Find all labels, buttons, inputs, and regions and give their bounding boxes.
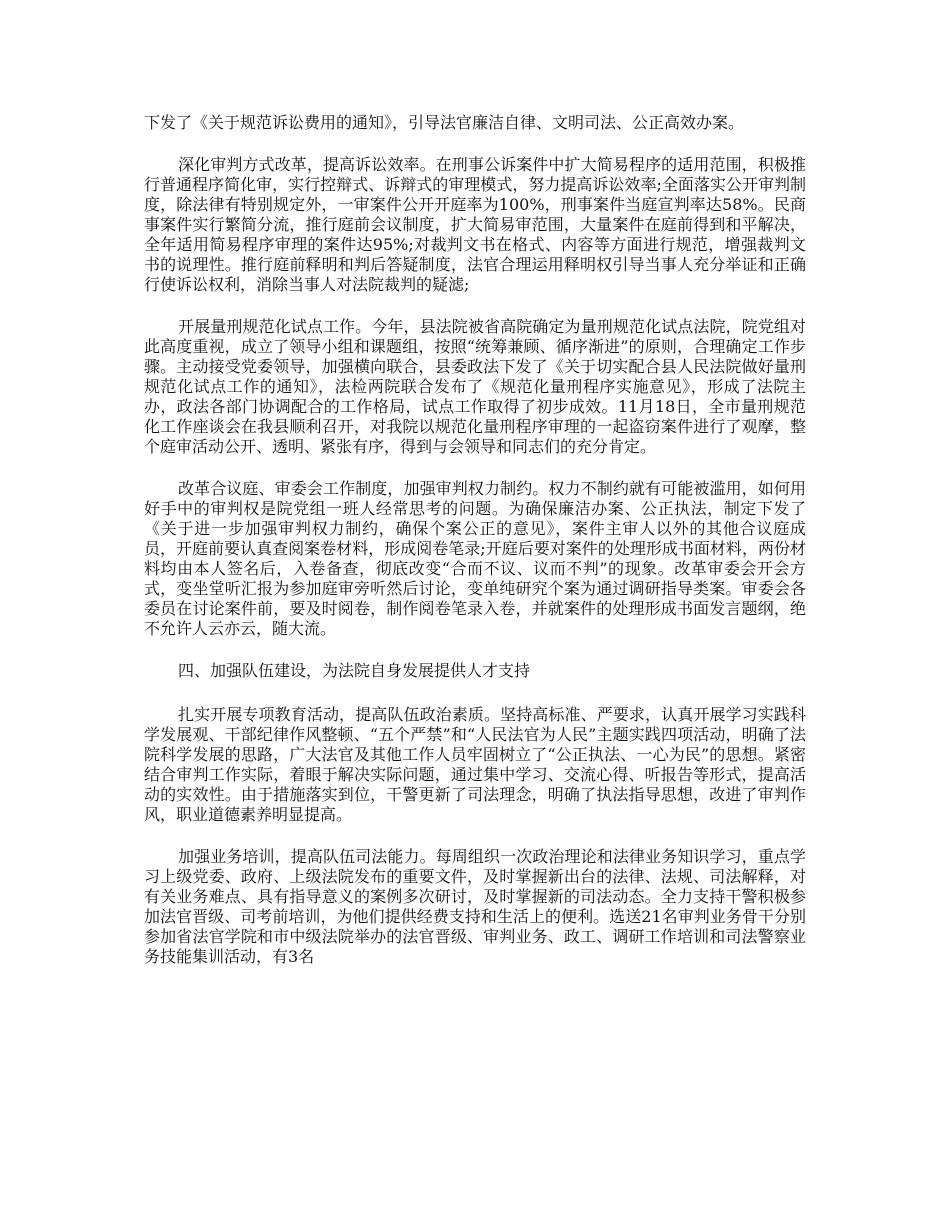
paragraph-sentencing-pilot: 开展量刑规范化试点工作。今年，县法院被省高院确定为量刑规范化试点法院，院党组对此高度重视，成立了领导小组和课题组，按照“统筹兼顾、循序渐进”的原则，合理确定工作步骤。主动接受党委领导，加强横向联合，县委政法下发了《关于切实配合县人民法院做好量刑规范化试点工作的通知》，法检两院联合发布了《规范化量刑程序实施意见》，形成了法院主办，政法各部门协调配合的工作格局，试点工作取得了初步成效。11月18日，全市量刑规范化工作座谈会在我县顺利召开，对我院以规范化量刑程序审理的一起盗窃案件进行了观摩，整个庭审活动公开、透明、紧张有序，得到与会领导和同志们的充分肯定。 <box>144 317 806 456</box>
section-heading: 四、加强队伍建设，为法院自身发展提供人才支持 <box>178 661 531 680</box>
paragraph-training: 加强业务培训，提高队伍司法能力。每周组织一次政治理论和法律业务知识学习，重点学习上级党委、政府、上级法院发布的重要文件，及时掌握新出台的法律、法规、司法解释，对有关业务难点、具有指导意义的案例多次研讨，及时掌握新的司法动态。全力支持干警积极参加法官晋级、司考前培训，为他们提供经费支持和生活上的便利。选送21名审判业务骨干分别参加省法官学院和市中级法院举办的法官晋级、审判业务、政工、调研工作培训和司法警察业务技能集训活动，有3名 <box>144 847 806 966</box>
paragraph-collegial-reform: 改革合议庭、审委会工作制度，加强审判权力制约。权力不制约就有可能被滥用，如何用好手中的审判权是院党组一班人经常思考的问题。为确保廉洁办案、公正执法，制定下发了《关于进一步加强审判权力制约，确保个案公正的意见》，案件主审人以外的其他合议庭成员，开庭前要认真查阅案卷材料，形成阅卷笔录;开庭后要对案件的处理形成书面材料，两份材料均由本人签名后，入卷备查，彻底改变“合而不议、议而不判”的现象。改革审委会开会方式，变坐堂听汇报为参加庭审旁听然后讨论，变单纯研究个案为通过调研指导类案。审委会各委员在讨论案件前，要及时阅卷，制作阅卷笔录入卷，并就案件的处理形成书面发言题纲，绝不允许人云亦云，随大流。 <box>144 479 806 638</box>
paragraph-education-activity: 扎实开展专项教育活动，提高队伍政治素质。坚持高标准、严要求，认真开展学习实践科学发展观、干部纪律作风整顿、“五个严禁”和“人民法官为人民”主题实践四项活动，明确了法院科学发展的思路，广大法官及其他工作人员牢固树立了“公正执法、一心为民”的思想。紧密结合审判工作实际，着眼于解决实际问题，通过集中学习、交流心得、听报告等形式，提高活动的实效性。由于措施落实到位，干警更新了司法理念，明确了执法指导思想，改进了审判作风，职业道德素养明显提高。 <box>144 705 806 824</box>
paragraph-continuation: 下发了《关于规范诉讼费用的通知》，引导法官廉洁自律、文明司法、公正高效办案。 <box>144 113 745 132</box>
document-body <box>144 113 806 989</box>
paragraph-trial-reform: 深化审判方式改革，提高诉讼效率。在刑事公诉案件中扩大简易程序的适用范围，积极推行普通程序简化审，实行控辩式、诉辩式的审理模式，努力提高诉讼效率;全面落实公开审判制度，除法律有特别规定外，一审案件公开开庭率为100%，刑事案件当庭宣判率达58%。民商事案件实行繁简分流，推行庭前会议制度，扩大简易审范围，大量案件在庭前得到和平解决，全年适用简易程序审理的案件达95%;对裁判文书在格式、内容等方面进行规范，增强裁判文书的说理性。推行庭前释明和判后答疑制度，法官合理运用释明权引导当事人充分举证和正确行使诉讼权利，消除当事人对法院裁判的疑滤; <box>144 155 806 294</box>
